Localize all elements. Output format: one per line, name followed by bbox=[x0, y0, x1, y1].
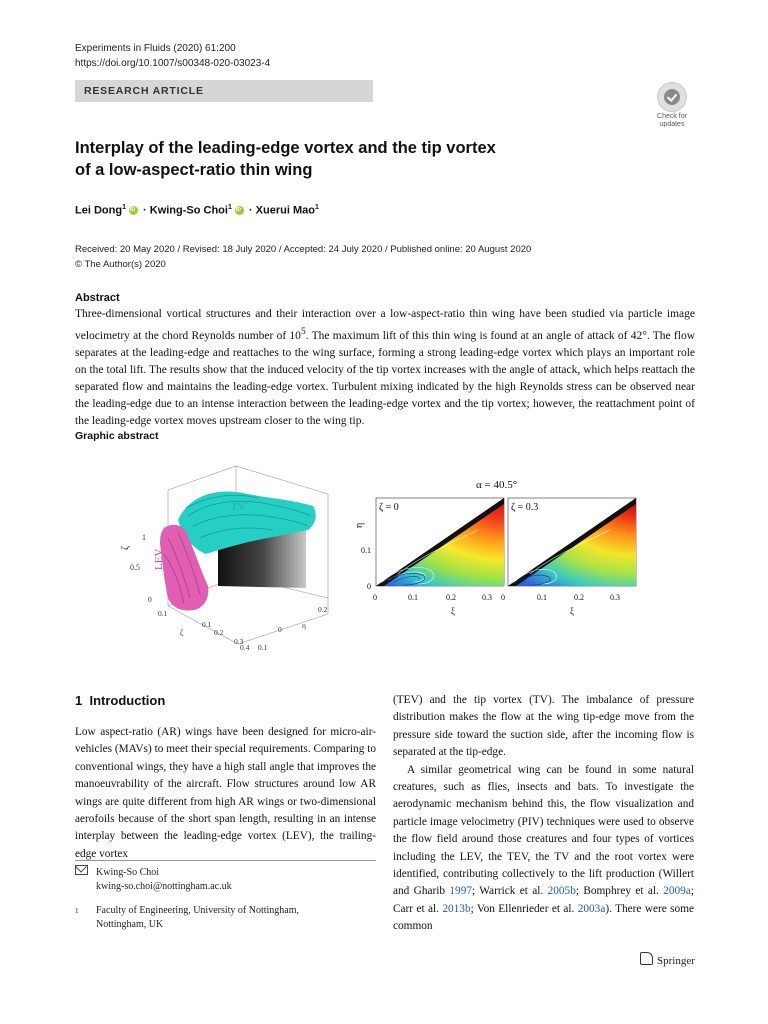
eta-axis-label: η bbox=[354, 522, 365, 528]
front-tick: 0.4 bbox=[240, 643, 250, 652]
graphic-abstract-heading: Graphic abstract bbox=[75, 430, 159, 442]
para-text: ; Carr et al. bbox=[393, 885, 694, 915]
front-tick: 0.1 bbox=[202, 620, 212, 629]
intro-paragraph: (TEV) and the tip vortex (TV). The imbalance of pressure distribution makes the flow at the wing tip-edge move from the pressure side toward the suction side, after the incoming flow is separated at the tip-edge. bbox=[393, 694, 694, 759]
journal-citation bbox=[75, 41, 270, 71]
author-affil: 1 bbox=[314, 204, 319, 211]
abstract-part-2: . The maximum lift of this thin wing is found at an angle of attack of 42°. The flow separates at the leading-edge and reattaches to the wing surface, forming a strong leading-edge vortex which plays an important role on the total lift. The results show that the induced velocity of the tip vortex increases with the angle of attack, which helps reattach the separated flow and maintains the leading-edge vortex. Turbulent mixing indicated by the high Reynolds stress can be observed near the leading-edge due to an intense interaction between the leading-edge vortex and the tip vortex; however, the reattachment point of the leading-edge vortex moves upstream closer to the wing tip. bbox=[75, 329, 696, 427]
xi-tick: 0.3 bbox=[610, 593, 620, 602]
citation-link[interactable]: 2009a bbox=[663, 885, 691, 898]
para-text: ; Von Ellenrieder et al. bbox=[470, 902, 578, 915]
affiliation-number: 1 bbox=[75, 907, 79, 915]
intro-right-column bbox=[393, 692, 694, 936]
front-tick: 0 bbox=[148, 595, 152, 604]
abstract-text bbox=[75, 306, 695, 430]
author-separator: · bbox=[139, 204, 150, 217]
front-axis-label: ζ bbox=[180, 628, 184, 637]
right-axis-label: η bbox=[302, 621, 306, 630]
title-line-1: Interplay of the leading-edge vortex and the tip vortex bbox=[75, 139, 496, 157]
citation-link[interactable]: 2013b bbox=[442, 902, 471, 915]
alpha-label: α = 40.5° bbox=[476, 479, 518, 491]
journal-line: Experiments in Fluids (2020) 61:200 bbox=[75, 43, 236, 54]
xi-tick: 0.3 bbox=[482, 593, 492, 602]
panel2-label: ζ = 0.3 bbox=[511, 502, 539, 513]
graphic-abstract-figure bbox=[118, 458, 650, 654]
front-tick: 0.3 bbox=[234, 637, 244, 646]
author-separator: · bbox=[245, 204, 256, 217]
springer-horse-icon bbox=[640, 952, 653, 965]
eta-tick: 0 bbox=[367, 582, 371, 591]
para-text: A similar geometrical wing can be found in some natural creatures, such as flies, insects and bats. To investigate the aerodynamic mechanism behind this, the flow visualization and particle image velocimetry (PIV) techniques were used to observe the flow field around those creatures and four types of vortices including the LEV, the TEV, the TV and the root vortex were identified, contributing collectively to the lift production (Willert and Gharib bbox=[393, 763, 694, 898]
lev-label: LEV bbox=[153, 548, 165, 570]
citation-link[interactable]: 2003a bbox=[577, 902, 606, 915]
section-number: 1 bbox=[75, 693, 83, 708]
xi-tick: 0.1 bbox=[408, 593, 418, 602]
author-affil: 1 bbox=[227, 204, 232, 211]
front-tick: 0.2 bbox=[214, 628, 224, 637]
affiliation bbox=[75, 904, 299, 932]
check-updates-icon bbox=[657, 82, 687, 112]
footnote-divider bbox=[75, 860, 376, 861]
abstract-part-1: Three-dimensional vortical structures and their interaction over a low-aspect-ratio thin wing have been studied via particle image velocimetry at the chord Reynolds number of 10 bbox=[75, 308, 695, 342]
author-name[interactable]: Lei Dong bbox=[75, 204, 123, 217]
right-tick: 0.2 bbox=[318, 605, 328, 614]
article-type-label: RESEARCH ARTICLE bbox=[84, 85, 204, 97]
article-type-banner bbox=[75, 80, 373, 102]
z-tick: 0.5 bbox=[130, 563, 140, 572]
author-list bbox=[75, 204, 319, 217]
orcid-icon[interactable] bbox=[129, 206, 138, 215]
section-heading bbox=[75, 693, 165, 708]
author-affil: 1 bbox=[122, 204, 126, 211]
orcid-icon[interactable] bbox=[235, 206, 244, 215]
envelope-icon bbox=[75, 865, 88, 875]
eta-tick: 0.1 bbox=[361, 546, 371, 555]
affiliation-line-2: Nottingham, UK bbox=[96, 919, 164, 930]
z-tick: 1 bbox=[142, 533, 146, 542]
xi-tick: 0 bbox=[373, 593, 377, 602]
panel1-label: ζ = 0 bbox=[379, 502, 399, 513]
check-updates-line1: Check for bbox=[657, 113, 687, 120]
article-history bbox=[75, 242, 531, 272]
xi-axis-label: ξ bbox=[451, 606, 456, 616]
title-line-2: of a low-aspect-ratio thin wing bbox=[75, 161, 313, 179]
para-text: ). There were some common bbox=[393, 902, 694, 933]
citation-link[interactable]: 1997 bbox=[449, 885, 472, 898]
intro-left-column: Low aspect-ratio (AR) wings have been designed for micro-air-vehicles (MAVs) to meet their special requirements. Comparing to conventional wings, they have a high stall angle that improves the manoeuvrability of the aircraft. Flow structures around low AR wings are quite different from high AR wings or two-dimensional aerofoils because of the short span length, resulting in an intense interplay between the leading-edge vortex (LEV), the trailing-edge vortex bbox=[75, 726, 376, 860]
para-text: ; Warrick et al. bbox=[472, 885, 548, 898]
affiliation-line-1: Faculty of Engineering, University of Nottingham, bbox=[96, 905, 300, 916]
history-dates: Received: 20 May 2020 / Revised: 18 July 2020 / Accepted: 24 July 2020 / Published online: 20 August 2020 bbox=[75, 244, 532, 255]
para-text: ; Bomphrey et al. bbox=[575, 885, 664, 898]
slice-panel-2 bbox=[508, 498, 636, 586]
xi-tick: 0 bbox=[501, 593, 505, 602]
corresponding-name: Kwing-So Choi bbox=[96, 867, 160, 878]
check-updates-line2: updates bbox=[659, 121, 685, 128]
author-name[interactable]: Kwing-So Choi bbox=[149, 204, 228, 217]
abstract-heading: Abstract bbox=[75, 292, 120, 304]
graphic-abstract-svg bbox=[118, 458, 650, 654]
right-tick: 0.1 bbox=[258, 643, 268, 652]
section-title: Introduction bbox=[89, 693, 166, 708]
xi-axis-label: ξ bbox=[570, 606, 575, 616]
copyright-line: © The Author(s) 2020 bbox=[75, 259, 166, 270]
slice-panel-1 bbox=[376, 498, 504, 586]
xi-tick: 0.2 bbox=[446, 593, 456, 602]
tv-label: TV bbox=[231, 501, 246, 513]
xi-tick: 0.2 bbox=[574, 593, 584, 602]
publisher-name: Springer bbox=[657, 955, 695, 967]
right-tick: 0 bbox=[278, 625, 282, 634]
citation-link[interactable]: 2005b bbox=[547, 885, 576, 898]
doi-link[interactable]: https://doi.org/10.1007/s00348-020-03023-4 bbox=[75, 58, 271, 69]
far-left-tick: 0.1 bbox=[158, 609, 168, 618]
xi-tick: 0.1 bbox=[537, 593, 547, 602]
abstract-superscript: 5 bbox=[300, 326, 306, 337]
corresponding-email[interactable]: kwing-so.choi@nottingham.ac.uk bbox=[96, 881, 232, 892]
article-title bbox=[75, 137, 595, 181]
corresponding-author bbox=[75, 865, 232, 894]
author-name[interactable]: Xuerui Mao bbox=[255, 204, 315, 217]
intro-paragraph bbox=[393, 762, 694, 936]
zeta-axis-label: ζ bbox=[120, 545, 131, 550]
publisher-logo bbox=[640, 952, 695, 967]
check-for-updates-badge[interactable] bbox=[652, 82, 692, 126]
